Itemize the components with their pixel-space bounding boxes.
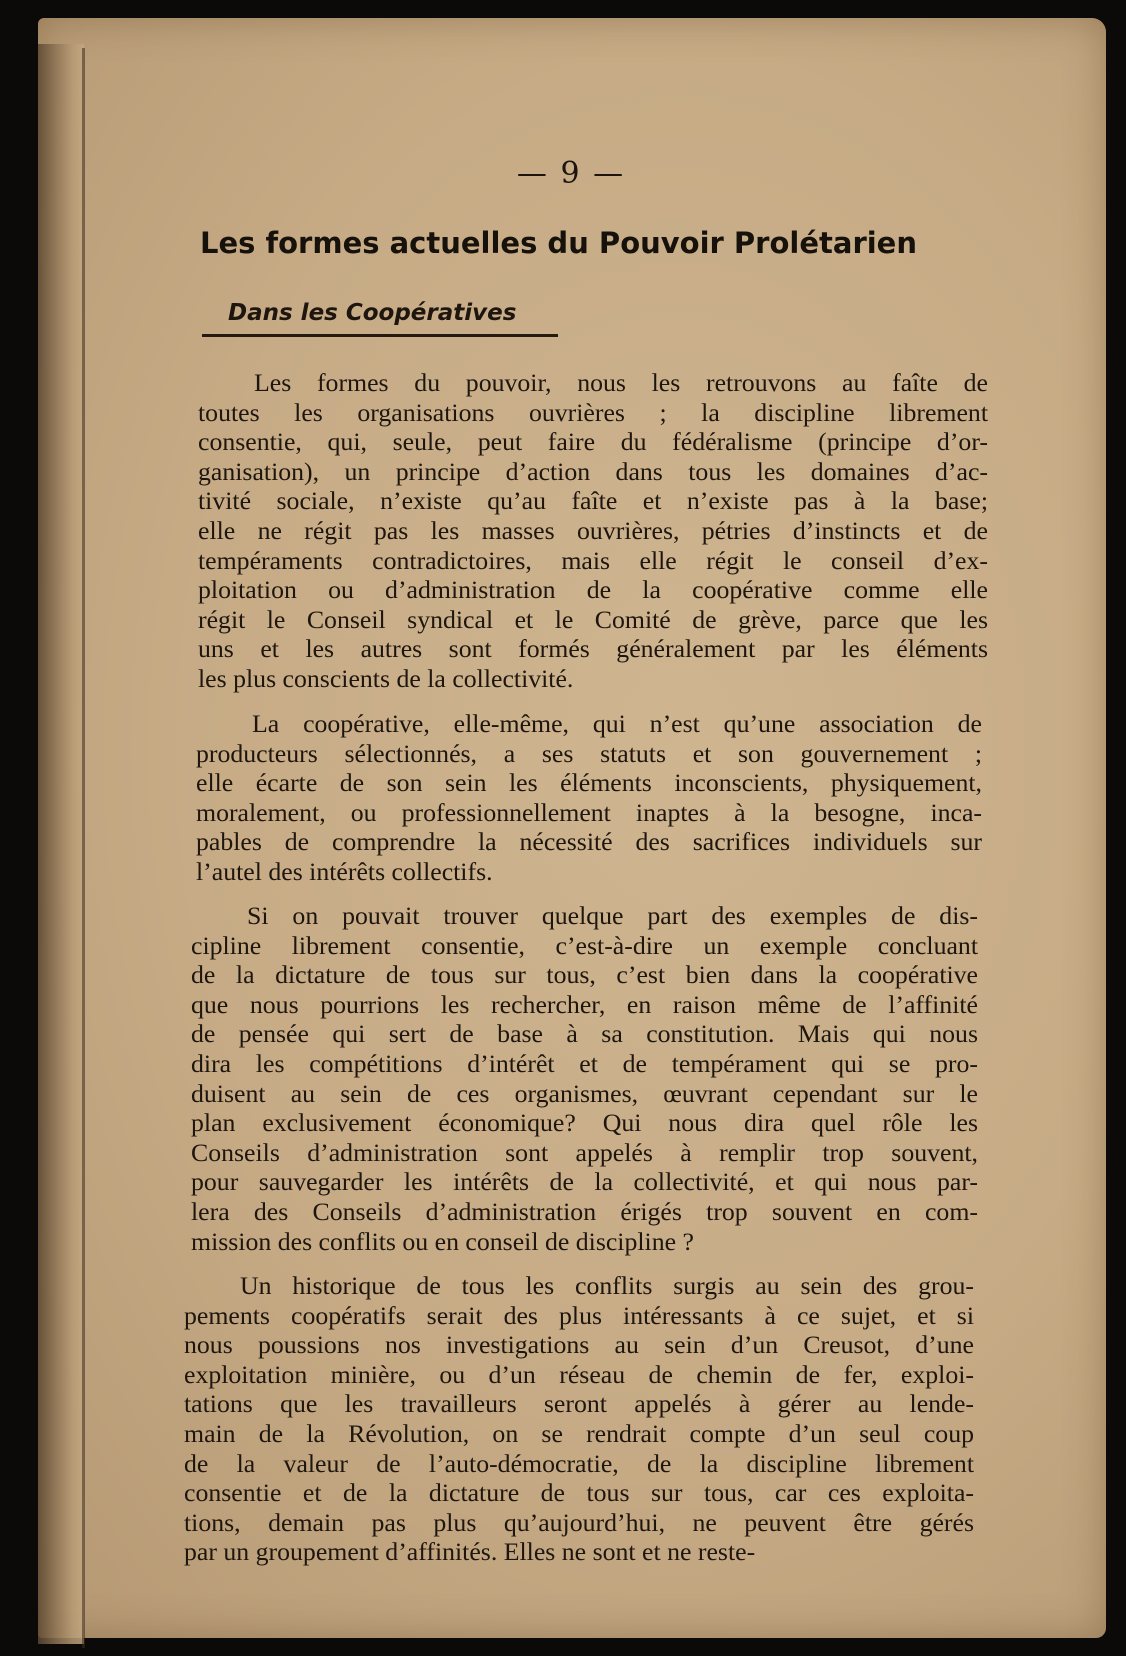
text-line: moralement, ou professionnellement inaptes à la besogne, inca- — [196, 797, 982, 827]
text-line: pements coopératifs serait des plus intéressants à ce sujet, et si — [184, 1300, 974, 1330]
chapter-title: Les formes actuelles du Pouvoir Prolétarien — [200, 226, 917, 260]
text-line: producteurs sélectionnés, a ses statuts et son gouvernement ; — [196, 738, 982, 768]
book-page — [38, 18, 1106, 1638]
text-line: l’autel des intérêts collectifs. — [196, 856, 493, 886]
text-line: régit le Conseil syndical et le Comité de grève, parce que les — [198, 604, 988, 634]
text-line: lera des Conseils d’administration érigés trop souvent en com- — [191, 1196, 978, 1226]
text-line: pables de comprendre la nécessité des sacrifices individuels sur — [196, 827, 982, 857]
text-line: mission des conflits ou en conseil de discipline ? — [191, 1226, 694, 1256]
text-line: duisent au sein de ces organismes, œuvrant cependant sur le — [191, 1078, 978, 1108]
text-line: nous poussions nos investigations au sein d’un Creusot, d’une — [184, 1330, 974, 1360]
text-line: par un groupement d’affinités. Elles ne sont et ne reste- — [184, 1537, 756, 1567]
text-line: La coopérative, elle-même, qui n’est qu’une association de — [252, 709, 982, 738]
text-line: que nous pourrions les rechercher, en raison même de l’affinité — [191, 989, 978, 1019]
text-line: toutes les organisations ouvrières ; la discipline librement — [198, 397, 988, 427]
text-line: Conseils d’administration sont appelés à remplir trop souvent, — [191, 1137, 978, 1167]
text-line: uns et les autres sont formés généralement par les éléments — [198, 634, 988, 664]
fold-line — [82, 48, 85, 1648]
text-line: ganisation), un principe d’action dans tous les domaines d’ac- — [198, 456, 988, 486]
text-line: tempéraments contradictoires, mais elle régit le conseil d’ex- — [198, 545, 988, 575]
text-line: consentie, qui, seule, peut faire du fédéralisme (principe d’or- — [198, 427, 988, 457]
paragraph-3 — [191, 901, 978, 1256]
text-line: Si on pouvait trouver quelque part des exemples de dis- — [247, 901, 978, 930]
text-line: exploitation minière, ou d’un réseau de chemin de fer, exploi- — [184, 1359, 974, 1389]
text-line: pour sauvegarder les intérêts de la collectivité, et qui nous par- — [191, 1167, 978, 1197]
text-line: elle écarte de son sein les éléments inconscients, physiquement, — [196, 768, 982, 798]
page-number: — 9 — — [516, 156, 626, 191]
paragraph-1 — [198, 368, 988, 694]
text-line: dira les compétitions d’intérêt et de tempérament qui se pro- — [191, 1048, 978, 1078]
text-line: cipline librement consentie, c’est-à-dire un exemple concluant — [191, 930, 978, 960]
text-line: les plus conscients de la collectivité. — [198, 663, 574, 693]
text-line: elle ne régit pas les masses ouvrières, pétries d’instincts et de — [198, 515, 988, 545]
text-line: de la valeur de l’auto-démocratie, de la discipline librement — [184, 1448, 974, 1478]
text-line: main de la Révolution, on se rendrait compte d’un seul coup — [184, 1418, 974, 1448]
text-line: de pensée qui sert de base à sa constitution. Mais qui nous — [191, 1019, 978, 1049]
paragraph-4 — [184, 1271, 974, 1567]
binding-edge — [38, 44, 84, 1644]
text-line: tivité sociale, n’existe qu’au faîte et n’existe pas à la base; — [198, 486, 988, 516]
text-line: Un historique de tous les conflits surgis au sein des grou- — [240, 1271, 974, 1300]
text-line: Les formes du pouvoir, nous les retrouvons au faîte de — [254, 368, 988, 397]
text-line: ploitation ou d’administration de la coopérative comme elle — [198, 575, 988, 605]
paragraph-2 — [196, 709, 982, 887]
text-line: tations que les travailleurs seront appelés à gérer au lende- — [184, 1389, 974, 1419]
text-line: tions, demain pas plus qu’aujourd’hui, ne peuvent être gérés — [184, 1507, 974, 1537]
section-heading: Dans les Coopératives — [228, 300, 517, 326]
text-line: de la dictature de tous sur tous, c’est bien dans la coopérative — [191, 960, 978, 990]
text-line: consentie et de la dictature de tous sur tous, car ces exploita- — [184, 1478, 974, 1508]
section-heading-underline — [202, 334, 558, 337]
text-line: plan exclusivement économique? Qui nous dira quel rôle les — [191, 1108, 978, 1138]
